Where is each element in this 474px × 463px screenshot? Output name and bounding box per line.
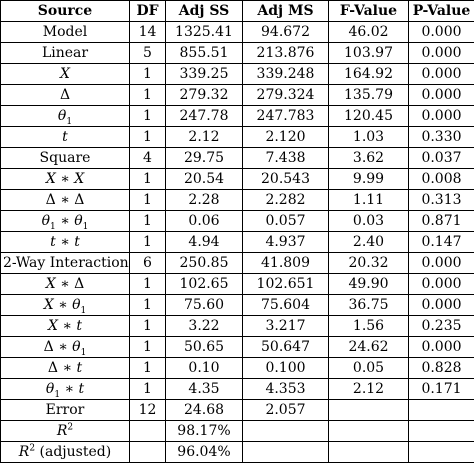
- source-cell: Error: [1, 400, 130, 421]
- adj-ms-cell: 20.543: [243, 169, 329, 190]
- f-value-cell: 164.92: [329, 64, 409, 85]
- df-cell: 4: [130, 148, 166, 169]
- f-value-cell: 1.11: [329, 190, 409, 211]
- adj-ms-cell: 3.217: [243, 316, 329, 337]
- adj-ss-cell: 102.65: [166, 274, 243, 295]
- header-df: DF: [130, 1, 166, 22]
- f-value-cell: 20.32: [329, 253, 409, 274]
- adj-ss-cell: 339.25: [166, 64, 243, 85]
- source-cell: $\theta_1$ ∗ $\theta_1$: [1, 211, 130, 232]
- p-value-cell: [409, 442, 474, 463]
- f-value-cell: 49.90: [329, 274, 409, 295]
- table-row: [1, 400, 474, 421]
- header-p-value: P-Value: [409, 1, 474, 22]
- df-cell: 12: [130, 400, 166, 421]
- df-cell: 6: [130, 253, 166, 274]
- adj-ss-cell: 247.78: [166, 106, 243, 127]
- f-value-cell: 46.02: [329, 22, 409, 43]
- adj-ms-cell: 41.809: [243, 253, 329, 274]
- f-value-cell: 36.75: [329, 295, 409, 316]
- adj-ms-cell: 213.876: [243, 43, 329, 64]
- adj-ms-cell: 339.248: [243, 64, 329, 85]
- p-value-cell: 0.008: [409, 169, 474, 190]
- p-value-cell: 0.147: [409, 232, 474, 253]
- source-cell: t ∗ t: [1, 232, 130, 253]
- table-row: [1, 253, 474, 274]
- df-cell: 1: [130, 211, 166, 232]
- source-cell: Δ: [1, 85, 130, 106]
- df-cell: 1: [130, 85, 166, 106]
- f-value-cell: 103.97: [329, 43, 409, 64]
- header-source: Source: [1, 1, 130, 22]
- adj-ms-cell: 2.057: [243, 400, 329, 421]
- table-row: [1, 274, 474, 295]
- df-cell: 1: [130, 379, 166, 400]
- adj-ss-cell: 279.32: [166, 85, 243, 106]
- adj-ss-cell: 855.51: [166, 43, 243, 64]
- header-row: [1, 1, 474, 22]
- source-cell: $R^2$ (adjusted): [1, 442, 130, 463]
- header-adj-ss: Adj SS: [166, 1, 243, 22]
- adj-ss-cell: 0.06: [166, 211, 243, 232]
- anova-body: [1, 22, 474, 463]
- source-cell: X ∗ Δ: [1, 274, 130, 295]
- adj-ms-cell: 102.651: [243, 274, 329, 295]
- table-row: [1, 85, 474, 106]
- f-value-cell: [329, 400, 409, 421]
- df-cell: [130, 442, 166, 463]
- table-row: [1, 127, 474, 148]
- adj-ss-cell: 1325.41: [166, 22, 243, 43]
- p-value-cell: 0.000: [409, 64, 474, 85]
- f-value-cell: [329, 442, 409, 463]
- adj-ms-cell: 2.120: [243, 127, 329, 148]
- table-row: [1, 358, 474, 379]
- df-cell: 1: [130, 169, 166, 190]
- adj-ss-cell: 4.35: [166, 379, 243, 400]
- df-cell: 1: [130, 337, 166, 358]
- adj-ss-cell: 2.28: [166, 190, 243, 211]
- p-value-cell: 0.313: [409, 190, 474, 211]
- adj-ms-cell: 0.100: [243, 358, 329, 379]
- f-value-cell: 24.62: [329, 337, 409, 358]
- f-value-cell: 120.45: [329, 106, 409, 127]
- p-value-cell: 0.171: [409, 379, 474, 400]
- table-row: [1, 190, 474, 211]
- df-cell: 1: [130, 295, 166, 316]
- source-cell: Model: [1, 22, 130, 43]
- p-value-cell: 0.000: [409, 337, 474, 358]
- adj-ss-cell: 4.94: [166, 232, 243, 253]
- source-cell: $R^2$: [1, 421, 130, 442]
- table-row: [1, 337, 474, 358]
- df-cell: 1: [130, 232, 166, 253]
- table-row: [1, 442, 474, 463]
- df-cell: 1: [130, 316, 166, 337]
- adj-ms-cell: [243, 442, 329, 463]
- adj-ms-cell: 50.647: [243, 337, 329, 358]
- f-value-cell: 1.03: [329, 127, 409, 148]
- source-cell: X ∗ X: [1, 169, 130, 190]
- p-value-cell: 0.000: [409, 274, 474, 295]
- source-cell: X: [1, 64, 130, 85]
- source-cell: t: [1, 127, 130, 148]
- adj-ms-cell: 247.783: [243, 106, 329, 127]
- df-cell: 1: [130, 64, 166, 85]
- f-value-cell: 135.79: [329, 85, 409, 106]
- source-cell: Square: [1, 148, 130, 169]
- source-cell: X ∗ $\theta_1$: [1, 295, 130, 316]
- f-value-cell: [329, 421, 409, 442]
- source-cell: 2-Way Interaction: [1, 253, 130, 274]
- table-row: [1, 379, 474, 400]
- table-row: [1, 295, 474, 316]
- p-value-cell: 0.000: [409, 22, 474, 43]
- f-value-cell: 0.05: [329, 358, 409, 379]
- source-cell: X ∗ t: [1, 316, 130, 337]
- table-row: [1, 316, 474, 337]
- adj-ss-cell: 96.04%: [166, 442, 243, 463]
- df-cell: 1: [130, 358, 166, 379]
- adj-ss-cell: 75.60: [166, 295, 243, 316]
- adj-ss-cell: 2.12: [166, 127, 243, 148]
- table-row: [1, 43, 474, 64]
- df-cell: 1: [130, 127, 166, 148]
- df-cell: 5: [130, 43, 166, 64]
- df-cell: [130, 421, 166, 442]
- source-cell: $\theta_1$: [1, 106, 130, 127]
- adj-ss-cell: 29.75: [166, 148, 243, 169]
- adj-ms-cell: [243, 421, 329, 442]
- p-value-cell: 0.000: [409, 85, 474, 106]
- df-cell: 1: [130, 274, 166, 295]
- f-value-cell: 2.12: [329, 379, 409, 400]
- source-cell: Δ ∗ $\theta_1$: [1, 337, 130, 358]
- adj-ss-cell: 50.65: [166, 337, 243, 358]
- p-value-cell: 0.037: [409, 148, 474, 169]
- table-row: [1, 148, 474, 169]
- adj-ms-cell: 279.324: [243, 85, 329, 106]
- header-f-value: F-Value: [329, 1, 409, 22]
- df-cell: 1: [130, 106, 166, 127]
- adj-ss-cell: 0.10: [166, 358, 243, 379]
- adj-ms-cell: 0.057: [243, 211, 329, 232]
- table-row: [1, 211, 474, 232]
- p-value-cell: 0.000: [409, 253, 474, 274]
- adj-ss-cell: 250.85: [166, 253, 243, 274]
- source-cell: Δ ∗ t: [1, 358, 130, 379]
- table-row: [1, 169, 474, 190]
- p-value-cell: 0.000: [409, 43, 474, 64]
- adj-ss-cell: 20.54: [166, 169, 243, 190]
- table-row: [1, 106, 474, 127]
- p-value-cell: 0.330: [409, 127, 474, 148]
- adj-ms-cell: 4.353: [243, 379, 329, 400]
- p-value-cell: 0.000: [409, 106, 474, 127]
- adj-ss-cell: 98.17%: [166, 421, 243, 442]
- f-value-cell: 1.56: [329, 316, 409, 337]
- df-cell: 1: [130, 190, 166, 211]
- table-row: [1, 22, 474, 43]
- adj-ms-cell: 75.604: [243, 295, 329, 316]
- source-cell: $\theta_1$ ∗ t: [1, 379, 130, 400]
- source-cell: Linear: [1, 43, 130, 64]
- adj-ms-cell: 2.282: [243, 190, 329, 211]
- df-cell: 14: [130, 22, 166, 43]
- f-value-cell: 2.40: [329, 232, 409, 253]
- header-adj-ms: Adj MS: [243, 1, 329, 22]
- p-value-cell: 0.828: [409, 358, 474, 379]
- table-row: [1, 64, 474, 85]
- f-value-cell: 9.99: [329, 169, 409, 190]
- adj-ms-cell: 7.438: [243, 148, 329, 169]
- p-value-cell: 0.871: [409, 211, 474, 232]
- table-row: [1, 421, 474, 442]
- adj-ss-cell: 24.68: [166, 400, 243, 421]
- p-value-cell: [409, 400, 474, 421]
- adj-ms-cell: 94.672: [243, 22, 329, 43]
- p-value-cell: 0.000: [409, 295, 474, 316]
- adj-ms-cell: 4.937: [243, 232, 329, 253]
- p-value-cell: [409, 421, 474, 442]
- table-row: [1, 232, 474, 253]
- p-value-cell: 0.235: [409, 316, 474, 337]
- f-value-cell: 3.62: [329, 148, 409, 169]
- adj-ss-cell: 3.22: [166, 316, 243, 337]
- source-cell: Δ ∗ Δ: [1, 190, 130, 211]
- f-value-cell: 0.03: [329, 211, 409, 232]
